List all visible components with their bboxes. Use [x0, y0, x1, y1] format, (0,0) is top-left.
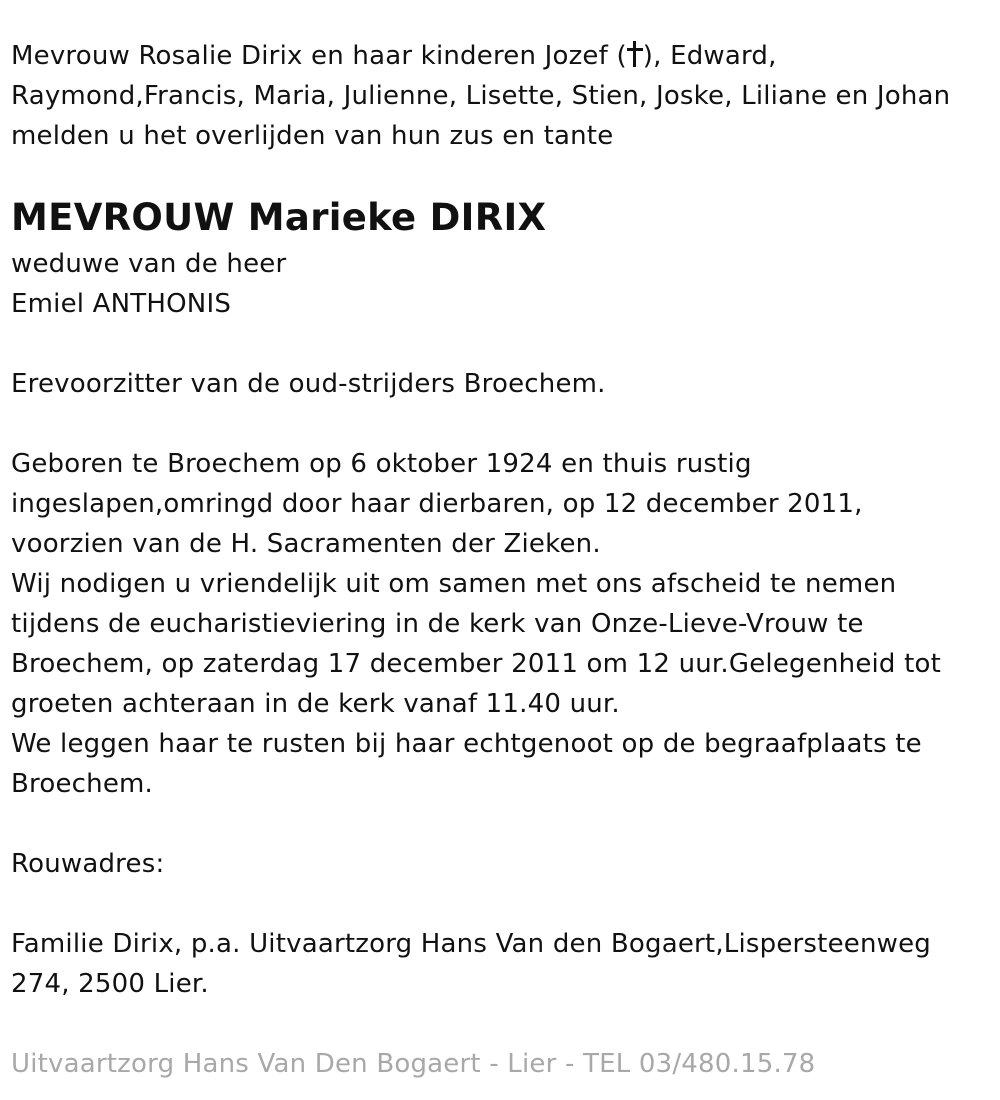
- announcement-intro: [11, 36, 986, 156]
- details-line: ingeslapen,omringd door haar dierbaren, op 12 december 2011,: [11, 489, 863, 519]
- intro-line-1-start: Mevrouw Rosalie Dirix en haar kinderen Jozef (: [11, 41, 627, 71]
- intro-line-2: Raymond,Francis, Maria, Julienne, Lisette, Stien, Joske, Liliane en Johan: [11, 81, 951, 111]
- honorary-title: Erevoorzitter van de oud-strijders Broechem.: [11, 369, 606, 399]
- funeral-home-footer: Uitvaartzorg Hans Van Den Bogaert - Lier - TEL 03/480.15.78: [11, 1049, 816, 1079]
- widow-line-1: weduwe van de heer: [11, 249, 287, 279]
- mourning-address-line-1: Familie Dirix, p.a. Uitvaartzorg Hans Van den Bogaert,Lispersteenweg: [11, 929, 932, 959]
- obituary-document: [11, 36, 986, 1004]
- intro-line-3: melden u het overlijden van hun zus en tante: [11, 121, 614, 151]
- paragraph-spacer: [11, 404, 986, 444]
- details-line: Broechem, op zaterdag 17 december 2011 om 12 uur.Gelegenheid tot: [11, 649, 941, 679]
- details-line: Wij nodigen u vriendelijk uit om samen met ons afscheid te nemen: [11, 569, 897, 599]
- details-line: We leggen haar te rusten bij haar echtgenoot op de begraafplaats te: [11, 729, 922, 759]
- details-line: tijdens de eucharistieviering in de kerk van Onze-Lieve-Vrouw te: [11, 609, 864, 639]
- paragraph-spacer: [11, 884, 986, 924]
- mourning-address-line-2: 274, 2500 Lier.: [11, 969, 209, 999]
- details-line: Broechem.: [11, 769, 154, 799]
- deceased-name: MEVROUW Marieke DIRIX: [11, 196, 547, 239]
- paragraph-spacer: [11, 324, 986, 364]
- intro-line-1: [11, 36, 986, 76]
- obituary-body: [11, 244, 986, 1004]
- latin-cross-icon: [627, 41, 643, 67]
- details-line: Geboren te Broechem op 6 oktober 1924 en thuis rustig: [11, 449, 752, 479]
- details-line: voorzien van de H. Sacramenten der Zieken.: [11, 529, 601, 559]
- mourning-address-label: Rouwadres:: [11, 849, 165, 879]
- details-line: groeten achteraan in de kerk vanaf 11.40 uur.: [11, 689, 620, 719]
- widow-line-2: Emiel ANTHONIS: [11, 289, 232, 319]
- paragraph-spacer: [11, 804, 986, 844]
- intro-line-1-end: ), Edward,: [642, 41, 777, 71]
- funeral-details: [11, 444, 986, 804]
